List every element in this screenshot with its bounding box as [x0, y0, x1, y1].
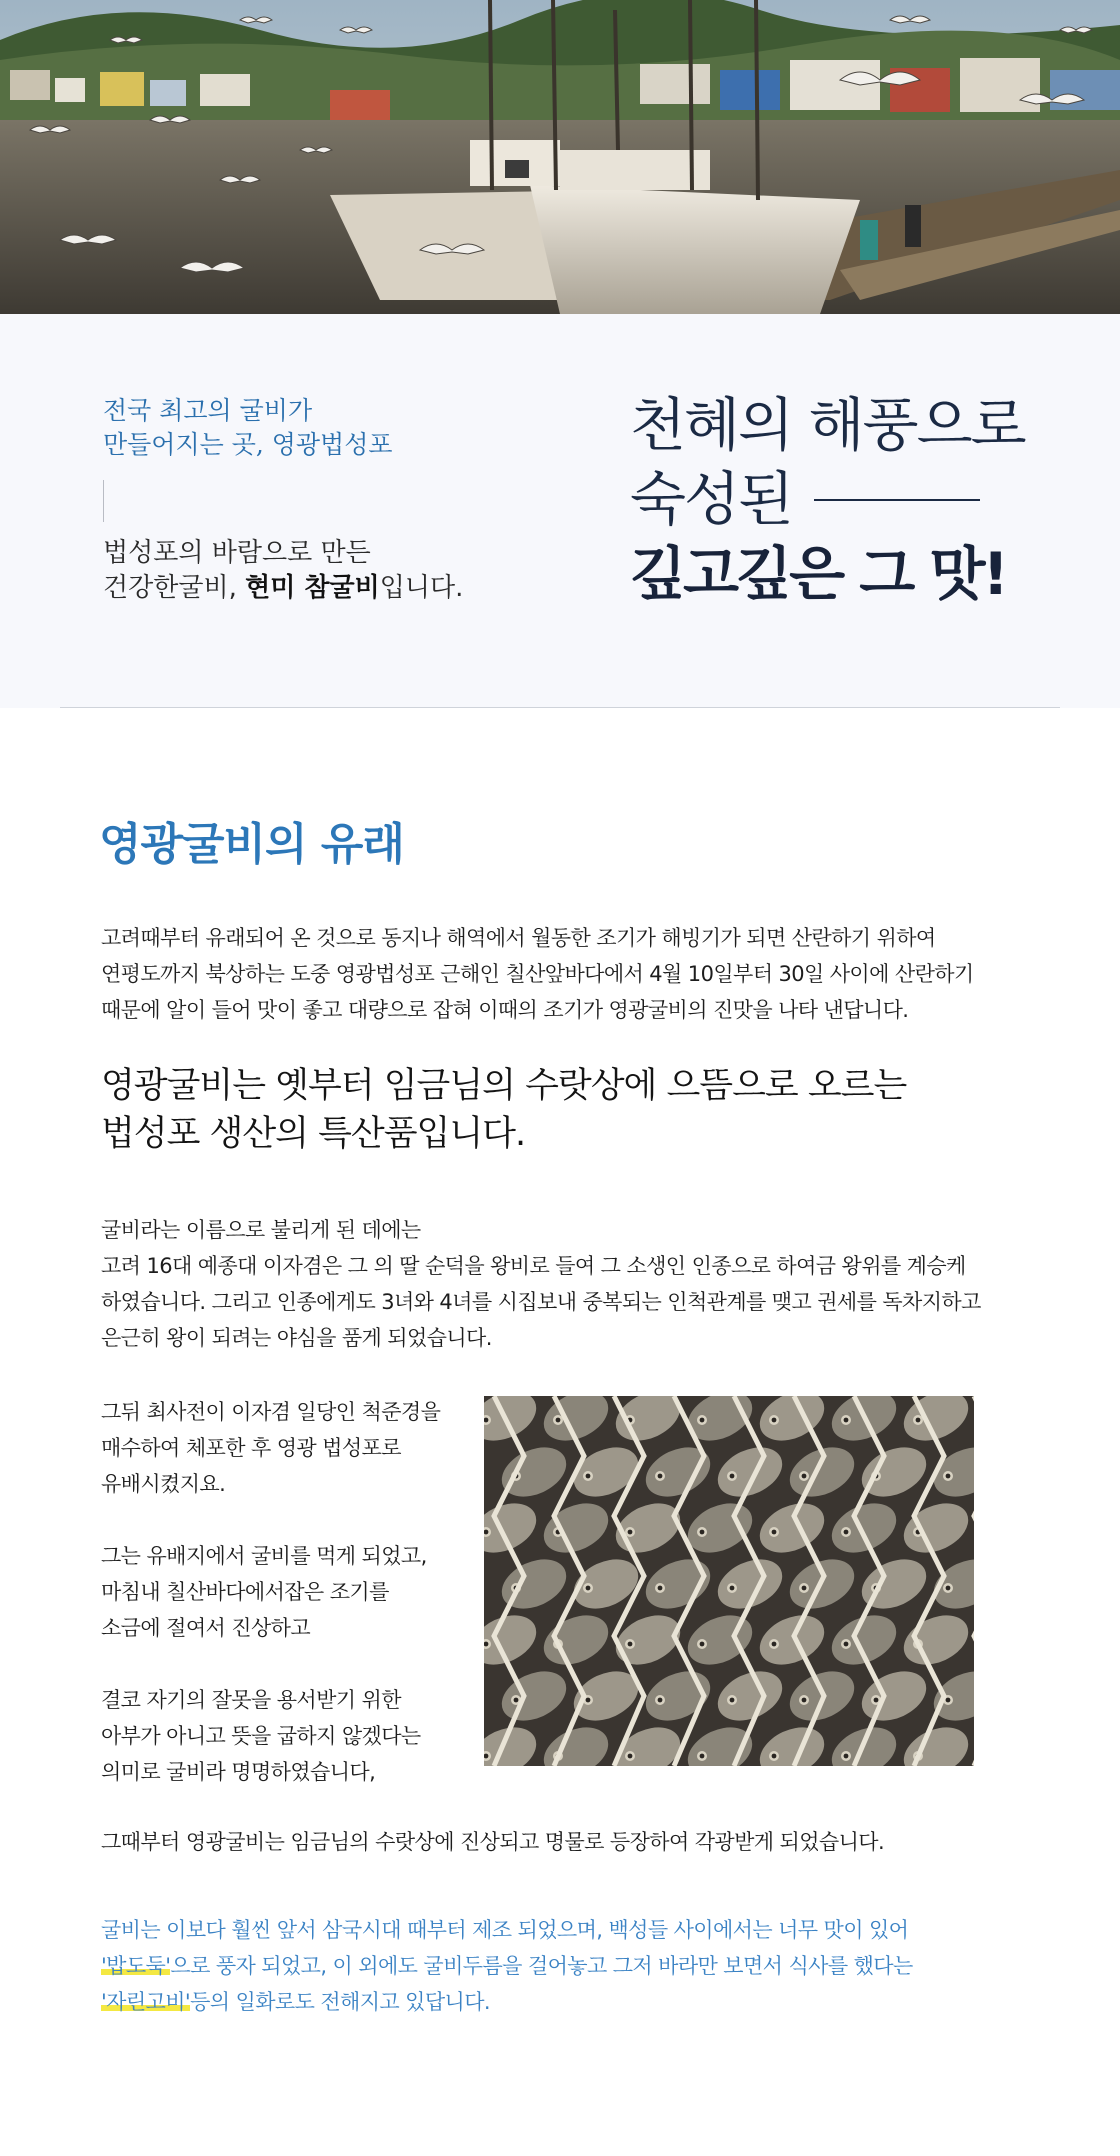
intro-description	[103, 536, 523, 606]
highlight-jaringobi: '자린고비'	[101, 1990, 191, 2014]
paragraph-line: 때문에 알이 들어 맛이 좋고 대량으로 잡혀 이때의 조기가 영광굴비의 진맛을 나타 낸답니다.	[101, 998, 909, 1022]
intro-desc-line	[103, 571, 523, 606]
origin-paragraph-1	[101, 920, 974, 1028]
intro-desc-post: 입니다.	[379, 573, 464, 603]
hero-harbor-photo	[0, 0, 1120, 314]
story-line: 매수하여 체포한 후 영광 법성포로	[101, 1436, 401, 1460]
origin-paragraph-2	[101, 1212, 981, 1356]
origin-paragraph-3: 그때부터 영광굴비는 임금님의 수랏상에 진상되고 명물로 등장하여 각광받게 되었습니다.	[101, 1830, 885, 1854]
intro-subtitle-line: 만들어지는 곳, 영광법성포	[103, 430, 393, 459]
section-divider	[60, 707, 1060, 708]
paragraph-line: 고려 16대 예종대 이자겸은 그 의 딸 순덕을 왕비로 들여 그 소생인 인종으로 하여금 왕위를 계승케	[101, 1254, 966, 1278]
slogan-line-3: 깊고깊은 그 맛!	[630, 540, 1007, 608]
trivia-line	[101, 1948, 913, 1984]
story-line: 유배시켰지요.	[101, 1472, 226, 1496]
story-line: 의미로 굴비라 명명하였습니다,	[101, 1760, 376, 1784]
slogan-line-1: 천혜의 해풍으로	[630, 391, 1025, 459]
story-block-1	[101, 1394, 440, 1502]
intro-desc-pre: 건강한굴비,	[103, 573, 246, 603]
paragraph-line: 굴비라는 이름으로 불리게 된 데에는	[101, 1218, 421, 1242]
trivia-paragraph	[101, 1912, 913, 2020]
story-line: 아부가 아니고 뜻을 굽하지 않겠다는	[101, 1724, 421, 1748]
story-line: 그는 유배지에서 굴비를 먹게 되었고,	[101, 1544, 427, 1568]
section-title: 영광굴비의 유래	[99, 819, 404, 870]
intro-subtitle-line: 전국 최고의 굴비가	[103, 396, 313, 425]
paragraph-line: 고려때부터 유래되어 온 것으로 동지나 해역에서 월동한 조기가 해빙기가 되면 산란하기 위하여	[101, 926, 936, 950]
paragraph-line: 연평도까지 북상하는 도중 영광법성포 근해인 칠산앞바다에서 4월 10일부터 30일 사이에 산란하기	[101, 962, 974, 986]
trivia-line: 굴비는 이보다 훨씬 앞서 삼국시대 때부터 제조 되었으며, 백성들 사이에서는 너무 맛이 있어	[101, 1918, 909, 1942]
slogan	[630, 388, 1090, 612]
lead-statement	[101, 1062, 906, 1158]
lead-line: 법성포 생산의 특산품입니다.	[101, 1114, 526, 1154]
intro-band	[0, 314, 1120, 708]
dried-croaker-photo	[484, 1396, 974, 1766]
intro-desc-line: 법성포의 바람으로 만든	[103, 538, 371, 568]
trivia-line	[101, 1984, 913, 2020]
trivia-text: 등의 일화로도 전해지고 있답니다.	[190, 1990, 490, 2014]
vertical-divider	[103, 480, 104, 522]
story-line: 그뒤 최사전이 이자겸 일당인 척준경을	[101, 1400, 441, 1424]
slogan-line-2	[630, 462, 1090, 536]
story-block-2	[101, 1538, 427, 1646]
trivia-text: 으로 풍자 되었고, 이 외에도 굴비두름을 걸어놓고 그저 바라만 보면서 식사를 했다는	[170, 1954, 913, 1978]
intro-subtitle	[103, 394, 503, 462]
lead-line: 영광굴비는 옛부터 임금님의 수랏상에 으뜸으로 오르는	[101, 1066, 907, 1106]
highlight-bapdoduk: '밥도둑'	[101, 1954, 171, 1978]
story-line: 결코 자기의 잘못을 용서받기 위한	[101, 1688, 401, 1712]
story-line: 소금에 절여서 진상하고	[101, 1616, 311, 1640]
paragraph-line: 은근히 왕이 되려는 야심을 품게 되었습니다.	[101, 1326, 492, 1350]
slogan-line-2-text: 숙성된	[630, 465, 793, 533]
paragraph-line: 하였습니다. 그리고 인종에게도 3녀와 4녀를 시집보내 중복되는 인척관계를 맺고 권세를 독차지하고	[101, 1290, 981, 1314]
slogan-rule	[814, 499, 980, 501]
product-name-bold: 현미 참굴비	[245, 573, 380, 603]
story-block-3	[101, 1682, 421, 1790]
story-line: 마침내 칠산바다에서잡은 조기를	[101, 1580, 389, 1604]
